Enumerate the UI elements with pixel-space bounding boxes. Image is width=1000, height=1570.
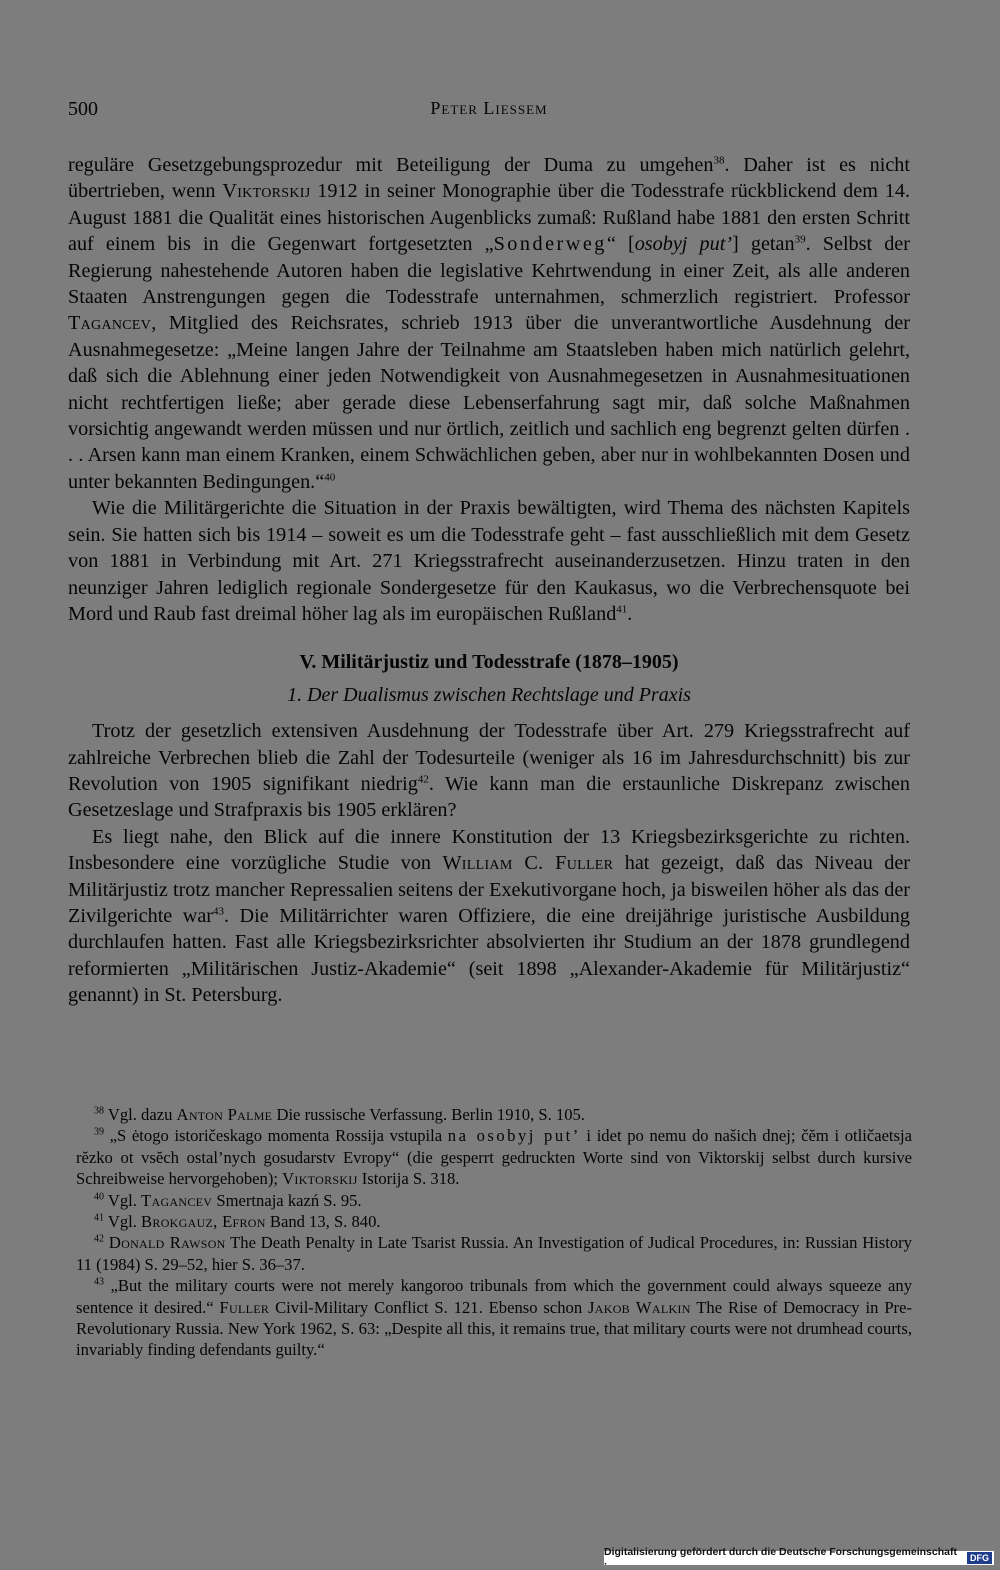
paragraph: Wie die Militärgerichte die Situation in der Praxis bewältigten, wird Thema des nächsten Kapitels sein. Sie hatten sich bis 1914 – soweit es um die Todesstrafe geht – fast ausschließlich mit dem Gesetz von 1881 in Verbindung mit Art. 271 Kriegsstrafrecht auseinanderzusetzen. Hinzu traten in den neunziger Jahren lediglich regionale Sondergesetze für den Kaukasus, wo die Verbrechensquote bei Mord und Raub fast dreimal höher lag als im europäischen Rußland$^{41}$. [68,497,910,625]
author-name: Tagancev [68,312,152,335]
footnotes [76,1104,912,1361]
author-name: Viktorskij [222,180,311,203]
dfg-logo-icon: DFG [967,1552,992,1564]
footnote-ref[interactable]: 41 [616,603,628,616]
footnote: $^{43}$ „But the military courts were not merely kangoroo tribunals from which the government could always squeeze any sentence it desired.“ Fuller Civil-Military Conflict S. 121. Ebenso schon Jakob Walkin The Rise of Democracy in Pre-Revolutionary Russia. New York 1962, S. 63: „Despite all this, it remains true, that military courts were not drumhead courts, invariably finding defendants guilty.“ [76,1276,912,1360]
main-text [68,152,910,1009]
paragraph: Trotz der gesetzlich extensiven Ausdehnung der Todesstrafe über Art. 279 Kriegsstrafrecht auf zahlreiche Verbrechen blieb die Zahl der Todesurteile (weniger als 16 im Jahresdurchschnitt) bis zur Revolution von 1905 signifikant niedrig$^{42}$. Wie kann man die erstaunliche Diskrepanz zwischen Gesetzeslage und Strafpraxis bis 1905 erklären? [68,720,910,822]
subsection-heading: 1. Der Dualismus zwischen Rechtslage und Praxis [287,683,691,706]
paragraph: reguläre Gesetzgebungsprozedur mit Beteiligung der Duma zu umgehen$^{38}$. Daher ist es nicht übertrieben, wenn Viktorskij 1912 in seiner Monographie über die Todesstrafe rückblickend dem 14. August 1881 die Qualität eines historischen Augenblicks zumaß: Rußland habe 1881 den ersten Schritt auf einem bis in die Gegenwart fortgesetzten „Sonderweg“ [osobyj put’] getan$^{39}$. Selbst der Regierung nahestehende Autoren haben die legislative Kehrtwendung in einer Zeit, als alle anderen Staaten Anstrengungen gegen die Todesstrafe unternahmen, schmerzlich registriert. Professor Tagancev, Mitglied des Reichsrates, schrieb 1913 über die unverantwortliche Ausdehnung der Ausnahmegesetze: „Meine langen Jahre der Teilnahme am Staatsleben haben mich natürlich gelehrt, daß sich die Ablehnung einer jeden Notwendigkeit von Ausnahmegesetzen in Ausnahmesituationen nicht rechtfertigen ließe; aber gerade diese Lebenserfahrung sagt mir, daß solche Maßnahmen vorsichtig angewandt werden müssen und nur örtlich, zeitlich und sachlich eng begrenzt gelten dürfen . . . Arsen kann man einem Kranken, einem Schwächlichen geben, aber nur in wohlbekannten Dosen und unter bekannten Bedingungen.“$^{40}$ [68,154,910,493]
section-heading: V. Militärjustiz und Todesstrafe (1878–1905) [299,651,679,674]
footnote: $^{39}$ „S ėtogo istoričeskago momenta Rossija vstupila na osobyj put’ i idet po nemu do našich dnej; čĕm i otličaetsja rĕzko ot vsĕch ostal’nych gosudarstv Evropy“ (die gesperrt gedruckten Worte sind von Viktorskij selbst durch kursive Schreibweise hervorgehoben); Viktorskij Istorija S. 318. [76,1126,912,1189]
footnote-ref[interactable]: 42 [417,773,429,786]
footnote: $^{40}$ Vgl. Tagancev Smertnaja kazń S. 95. [94,1190,362,1210]
footnote-ref[interactable]: 39 [794,233,806,246]
running-head: Peter Liessem [430,98,548,118]
footnote-ref[interactable]: 43 [213,905,225,918]
paragraph: Es liegt nahe, den Blick auf die innere Konstitution der 13 Kriegsbezirksgerichte zu richten. Insbesondere eine vorzügliche Studie von William C. Fuller hat gezeigt, daß das Niveau der Militärjustiz trotz mancher Repressalien seitens der Exekutivorgane hoch, ja bisweilen höher als das der Zivilgerichte war$^{43}$. Die Militärrichter waren Offiziere, die eine dreijährige juristische Ausbildung durchlaufen hatten. Fast alle Kriegsbezirksrichter absolvierten ihr Studium an der 1878 grundlegend reformierten „Militärischen Justiz-Akademie“ (seit 1898 „Alexander-Akademie für Militärjustiz“ genannt) in St. Petersburg. [68,825,911,1007]
author-name: William C. Fuller [442,852,614,875]
footnote: $^{42}$ Donald Rawson The Death Penalty in Late Tsarist Russia. An Investigation of Judical Procedures, in: Russian History 11 (1984) S. 29–52, hier S. 36–37. [76,1233,912,1274]
digitization-credit [604,1546,994,1570]
footnote: $^{38}$ Vgl. dazu Anton Palme Die russische Verfassung. Berlin 1910, S. 105. [94,1105,585,1124]
footnote: $^{41}$ Vgl. Brokgauz, Efron Band 13, S. 840. [94,1212,381,1232]
page-header [68,98,910,128]
footnote-ref[interactable]: 40 [324,471,336,484]
credit-text: Digitalisierung gefördert durch die Deutsche Forschungsgemeinschaft · [604,1546,957,1570]
footnote-ref[interactable]: 38 [713,154,725,167]
page-number: 500 [68,98,98,120]
